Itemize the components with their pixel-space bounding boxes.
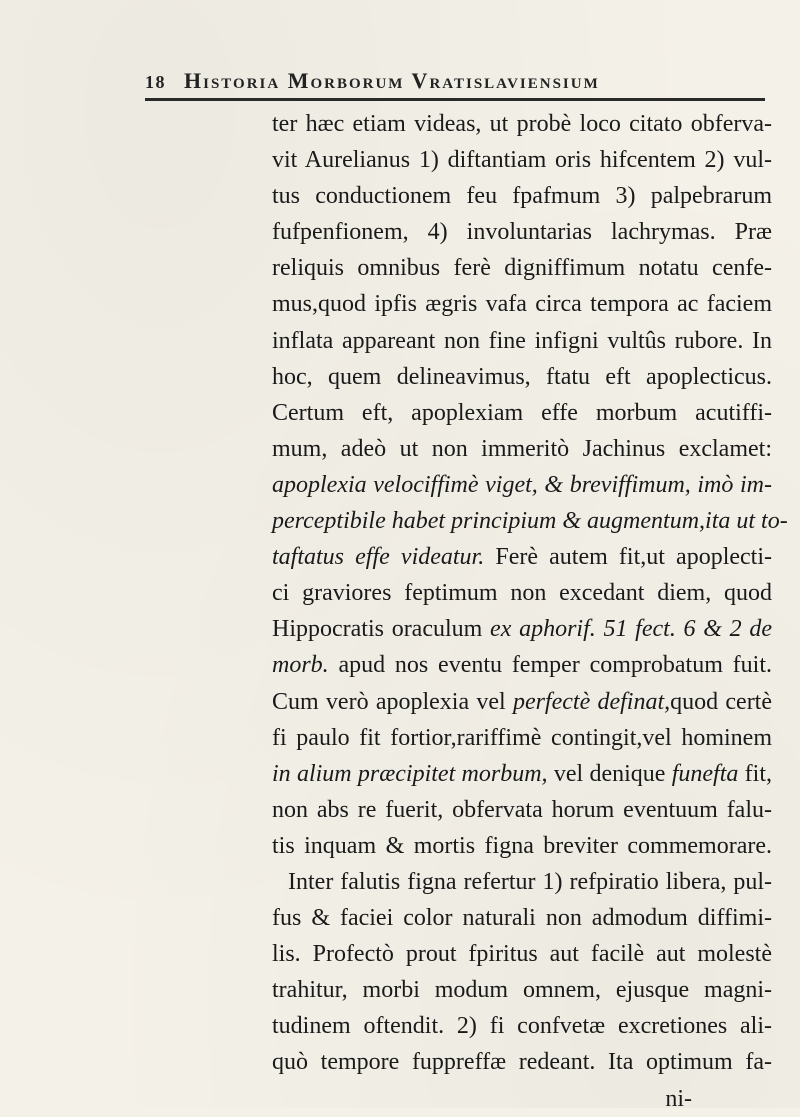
- text-run: fus & faciei color naturali non admodum diffimi-: [272, 905, 772, 932]
- italic-text: ex aphorif. 51 fect. 6 & 2 de: [490, 616, 772, 643]
- text-line: [272, 792, 772, 828]
- header-rule: [145, 98, 765, 101]
- italic-text: apoplexia velociffimè viget, & breviffimum, imò im-: [272, 471, 772, 498]
- text-line: [272, 1008, 772, 1044]
- text-line: [272, 142, 772, 178]
- text-line: [272, 431, 772, 467]
- italic-text: perceptibile habet principium & augmentum,ita ut to-: [272, 508, 788, 535]
- text-line: [272, 214, 772, 250]
- text-run: apud nos eventu femper comprobatum fuit.: [328, 652, 772, 679]
- text-run: hoc, quem delineavimus, ftatu eft apoplecticus.: [272, 363, 772, 390]
- text-line: [272, 611, 772, 647]
- italic-text: morb.: [272, 652, 329, 679]
- text-run: Certum eft, apoplexiam effe morbum acutiffi-: [272, 399, 772, 426]
- text-line: [272, 323, 772, 359]
- text-run: ci graviores feptimum non excedant diem, quod: [272, 580, 772, 607]
- text-run: non abs re fuerit, obfervata horum eventuum falu-: [272, 796, 772, 823]
- text-line: [272, 575, 772, 611]
- text-run: Inter falutis figna refertur 1) refpiratio libera, pul-: [288, 868, 772, 895]
- text-line: [272, 503, 788, 539]
- text-line: [272, 936, 772, 972]
- text-run: fit,: [738, 760, 772, 787]
- text-run: mum, adeò ut non immeritò Jachinus exclamet:: [272, 435, 772, 462]
- text-run: fi paulo fit fortior,rariffimè contingit,vel hominem: [272, 724, 772, 751]
- text-run: inflata appareant non fine infigni vultûs rubore. In: [272, 327, 772, 354]
- running-title: Historia Morborum Vratislaviensium: [184, 68, 600, 93]
- text-line: [272, 864, 772, 900]
- text-line: [272, 756, 772, 792]
- text-line: [272, 684, 772, 720]
- text-run: Ferè autem fit,ut apoplecti-: [484, 544, 772, 571]
- text-line: [272, 539, 772, 575]
- text-line: [272, 720, 772, 756]
- catchword: ni-: [665, 1085, 692, 1112]
- text-run: Hippocratis oraculum: [272, 616, 491, 643]
- page-header: [145, 68, 765, 98]
- text-line: [272, 972, 772, 1008]
- text-run: fufpenfionem, 4) involuntarias lachrymas. Præ: [272, 219, 772, 246]
- text-run: lis. Profectò prout fpiritus aut facilè aut molestè: [272, 941, 772, 968]
- italic-text: in alium præcipitet morbum,: [272, 760, 548, 787]
- text-line: [272, 106, 772, 142]
- text-line: [272, 395, 772, 431]
- body-text: [272, 106, 788, 1117]
- text-run: vel denique: [547, 760, 672, 787]
- page-number: 18: [145, 72, 166, 92]
- text-line: [272, 250, 772, 286]
- text-run: ter hæc etiam videas, ut probè loco citato obferva-: [272, 111, 772, 137]
- text-run: trahitur, morbi modum omnem, ejusque magni-: [272, 977, 772, 1004]
- text-run: quò tempore fuppreffæ redeant. Ita optimum fa-: [272, 1049, 772, 1076]
- text-run: mus,quod ipfis ægris vafa circa tempora ac faciem: [272, 291, 772, 318]
- text-line: [272, 900, 772, 936]
- text-run: Cum verò apoplexia vel: [272, 688, 513, 715]
- italic-text: taftatus effe videatur.: [272, 544, 485, 571]
- text-run: tudinem oftendit. 2) fi confvetæ excretiones ali-: [272, 1013, 772, 1040]
- text-line: [272, 286, 772, 322]
- text-line: [272, 828, 772, 864]
- text-run: quod certè: [670, 688, 773, 715]
- text-run: tus conductionem feu fpafmum 3) palpebrarum: [272, 183, 772, 210]
- text-line: [272, 178, 772, 214]
- text-line: [272, 1044, 772, 1080]
- text-line: [272, 647, 772, 683]
- text-line: [272, 467, 772, 503]
- italic-text: funefta: [671, 760, 739, 787]
- text-run: vit Aurelianus 1) diftantiam oris hifcentem 2) vul-: [272, 147, 772, 174]
- italic-text: perfectè definat,: [512, 688, 671, 715]
- text-run: tis inquam & mortis figna breviter commemorare.: [272, 832, 772, 859]
- text-line: [272, 359, 772, 395]
- text-run: reliquis omnibus ferè digniffimum notatu cenfe-: [272, 255, 772, 282]
